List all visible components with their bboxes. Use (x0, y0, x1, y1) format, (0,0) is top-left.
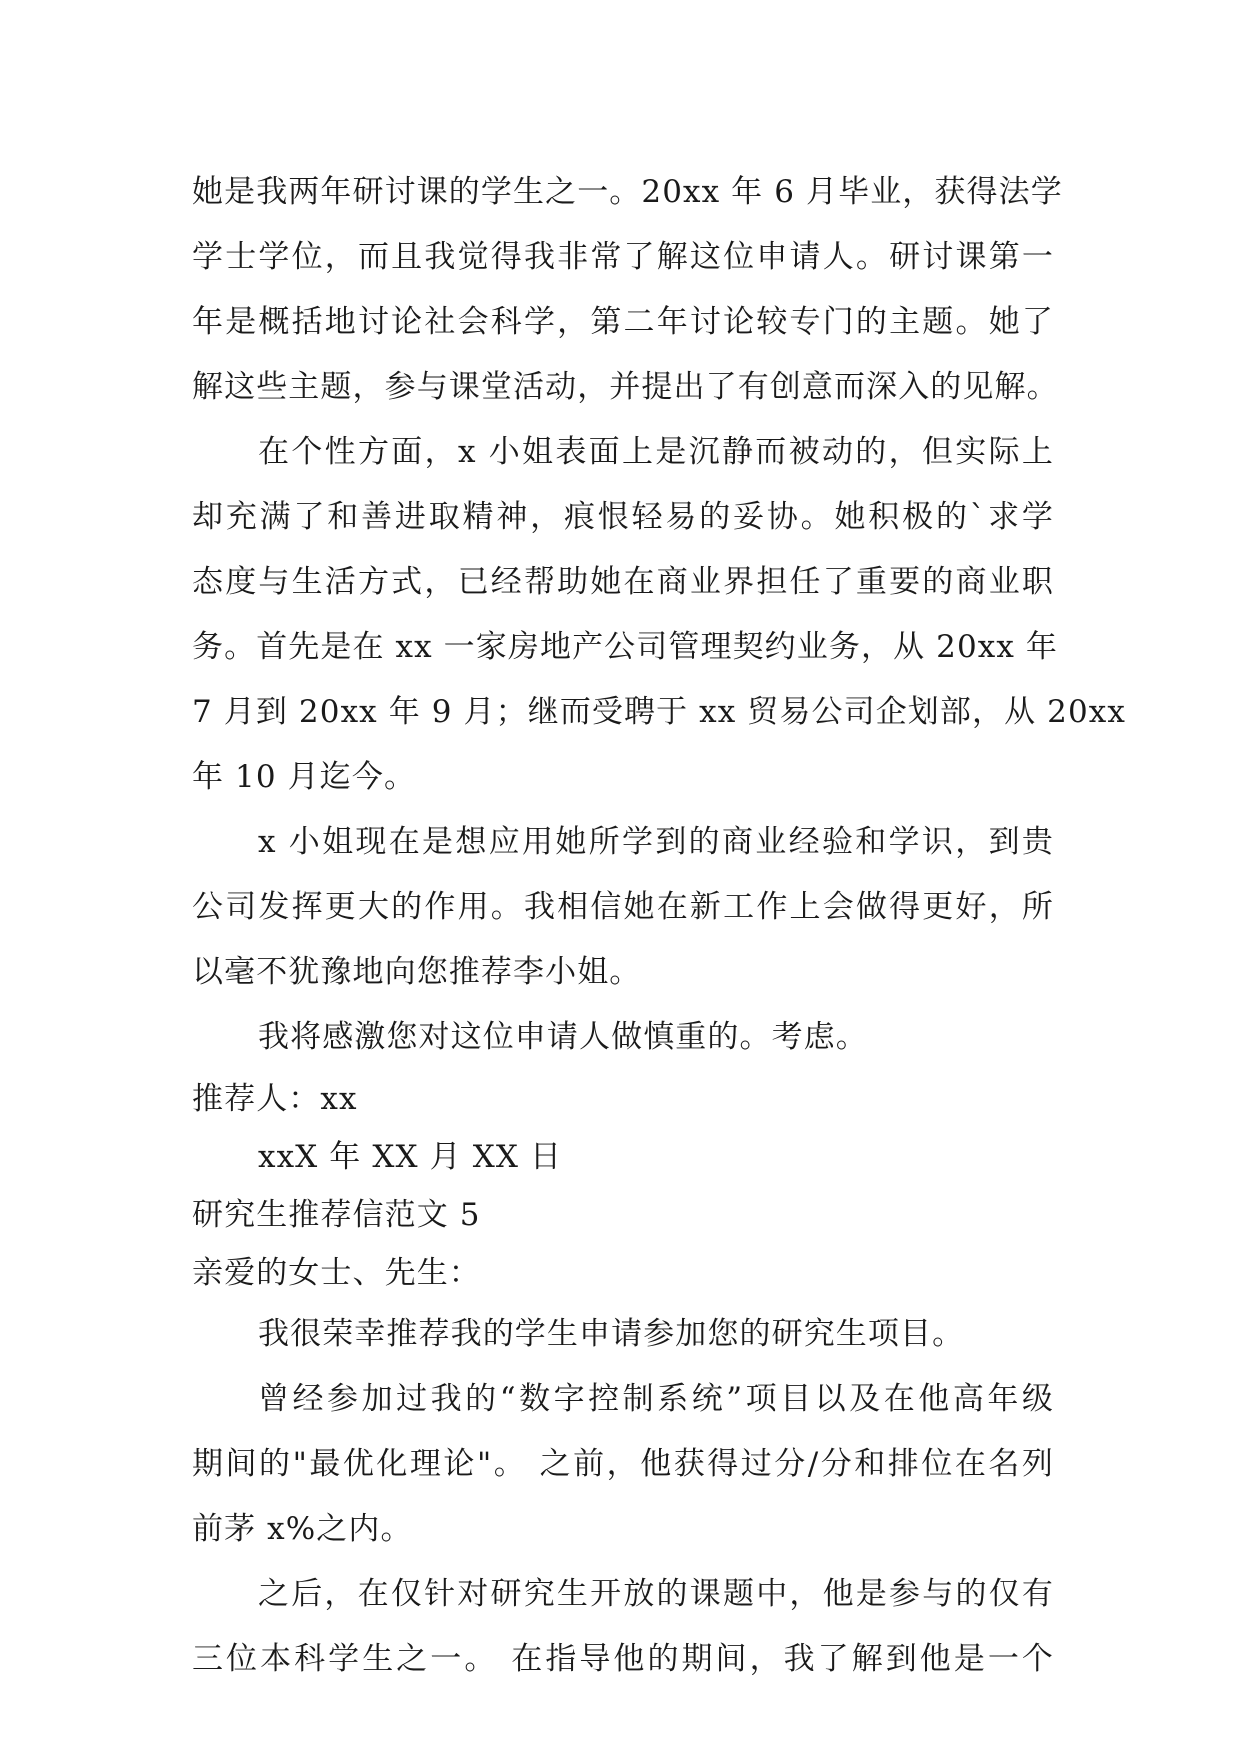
letter-body (192, 160, 1126, 1692)
paragraph-line: 态度与生活方式，已经帮助她在商业界担任了重要的商业职 (192, 564, 1054, 600)
paragraph-line: 却充满了和善进取精神，痕恨轻易的妥协。她积极的`求学 (192, 499, 1054, 535)
paragraph-line: 学士学位，而且我觉得我非常了解这位申请人。研讨课第一 (192, 239, 1054, 275)
paragraph-line: 公司发挥更大的作用。我相信她在新工作上会做得更好，所 (192, 889, 1054, 925)
paragraph-line: 她是我两年研讨课的学生之一。20xx 年 6 月毕业，获得法学 (192, 174, 1063, 210)
paragraph-line: 务。首先是在 xx 一家房地产公司管理契约业务，从 20xx 年 (192, 629, 1058, 665)
paragraph-line: 我很荣幸推荐我的学生申请参加您的研究生项目。 (258, 1316, 965, 1352)
paragraph-line: 曾经参加过我的“数字控制系统”项目以及在他高年级 (258, 1381, 1054, 1417)
paragraph-line: 以毫不犹豫地向您推荐李小姐。 (192, 954, 642, 990)
paragraph-line: 年是概括地讨论社会科学，第二年讨论较专门的主题。她了 (192, 304, 1054, 340)
paragraph-line: 解这些主题，参与课堂活动，并提出了有创意而深入的见解。 (192, 369, 1059, 405)
date-line: xxX 年 XX 月 XX 日 (258, 1139, 563, 1175)
paragraph-line: 在个性方面，x 小姐表面上是沉静而被动的，但实际上 (258, 434, 1054, 470)
recommender-line: 推荐人：xx (192, 1081, 358, 1117)
paragraph-line: 前茅 x%之内。 (192, 1511, 413, 1547)
section-title: 研究生推荐信范文 5 (192, 1197, 481, 1233)
paragraph-line: 期间的"最优化理论"。 之前，他获得过分/分和排位在名列 (192, 1446, 1054, 1482)
salutation-line: 亲爱的女士、先生： (192, 1255, 481, 1291)
paragraph-line: 我将感激您对这位申请人做慎重的。考虑。 (258, 1019, 868, 1055)
paragraph-line: 三位本科学生之一。 在指导他的期间，我了解到他是一个 (192, 1641, 1054, 1677)
paragraph-line: 7 月到 20xx 年 9 月；继而受聘于 xx 贸易公司企划部，从 20xx (192, 694, 1126, 730)
paragraph-line: 年 10 月迄今。 (192, 759, 417, 795)
paragraph-line: x 小姐现在是想应用她所学到的商业经验和学识，到贵 (258, 824, 1054, 860)
paragraph-line: 之后，在仅针对研究生开放的课题中，他是参与的仅有 (258, 1576, 1054, 1612)
